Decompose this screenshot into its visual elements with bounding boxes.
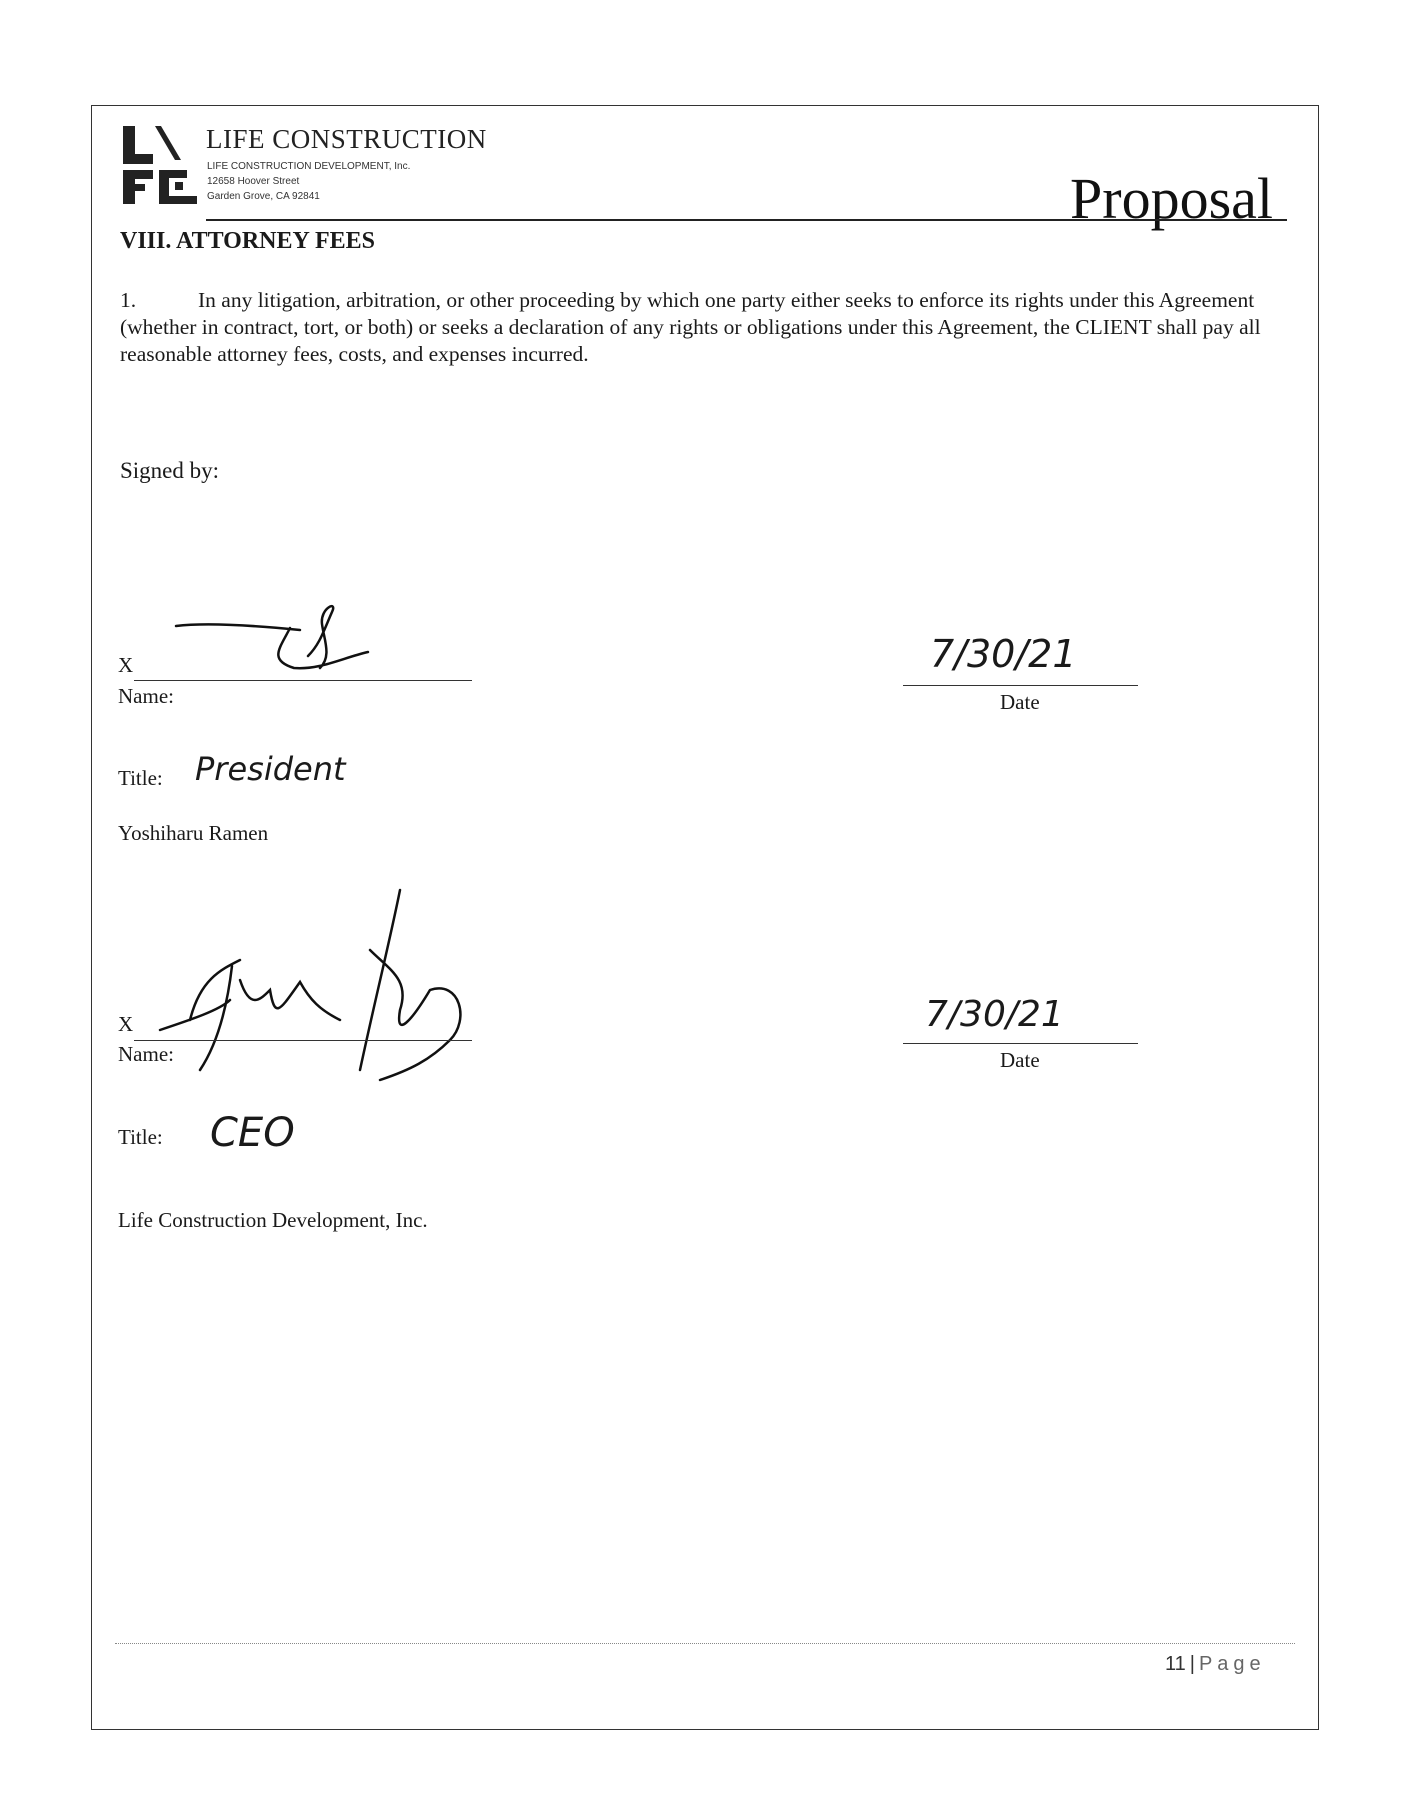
contractor-signature	[160, 870, 510, 1100]
clause-number: 1.	[120, 288, 137, 312]
company-logo	[121, 124, 201, 206]
client-signature	[170, 600, 420, 680]
contractor-party-name: Life Construction Development, Inc.	[118, 1208, 428, 1232]
page-number-footer	[1165, 1653, 1266, 1676]
company-address-city: Garden Grove, CA 92841	[207, 191, 320, 202]
page-separator: |	[1189, 1653, 1195, 1675]
client-date-handwritten: 7/30/21	[930, 632, 1077, 676]
contractor-date-label: Date	[1000, 1048, 1040, 1072]
contractor-title-handwritten: CEO	[210, 1110, 295, 1156]
client-title-handwritten: President	[195, 750, 346, 788]
signed-by-label: Signed by:	[120, 458, 220, 483]
header-rule	[206, 219, 1287, 221]
contractor-date-line	[903, 1043, 1138, 1044]
page-number: 11	[1165, 1653, 1186, 1675]
contractor-x-mark: X	[118, 1012, 134, 1036]
company-name: LIFE CONSTRUCTION	[206, 124, 487, 154]
clause-text: In any litigation, arbitration, or other proceeding by which one party either seeks to enforce its rights under this Agreement (whether in contract, tort, or both) or seeks a declaration of any rights or obligations under this Agreement, the CLIENT shall pay all reasonable attorney fees, costs, and expenses incurred.	[120, 288, 1261, 366]
client-title-label: Title:	[118, 766, 163, 790]
contractor-date-handwritten: 7/30/21	[925, 994, 1064, 1035]
company-legal-name: LIFE CONSTRUCTION DEVELOPMENT, Inc.	[207, 161, 411, 172]
client-date-line	[903, 685, 1138, 686]
contractor-signature-line	[134, 1040, 472, 1041]
company-address-street: 12658 Hoover Street	[207, 176, 300, 187]
footer-rule	[115, 1643, 1295, 1644]
client-x-mark: X	[118, 653, 134, 677]
document-title: Proposal	[1070, 166, 1273, 231]
contractor-title-label: Title:	[118, 1125, 163, 1149]
client-date-label: Date	[1000, 690, 1040, 714]
client-party-name: Yoshiharu Ramen	[118, 821, 269, 845]
contractor-name-label: Name:	[118, 1042, 174, 1066]
client-name-label: Name:	[118, 684, 174, 708]
section-heading: VIII. ATTORNEY FEES	[120, 228, 375, 254]
clause-paragraph	[120, 287, 1295, 368]
page-word: Page	[1198, 1653, 1266, 1675]
client-signature-line	[134, 680, 472, 681]
